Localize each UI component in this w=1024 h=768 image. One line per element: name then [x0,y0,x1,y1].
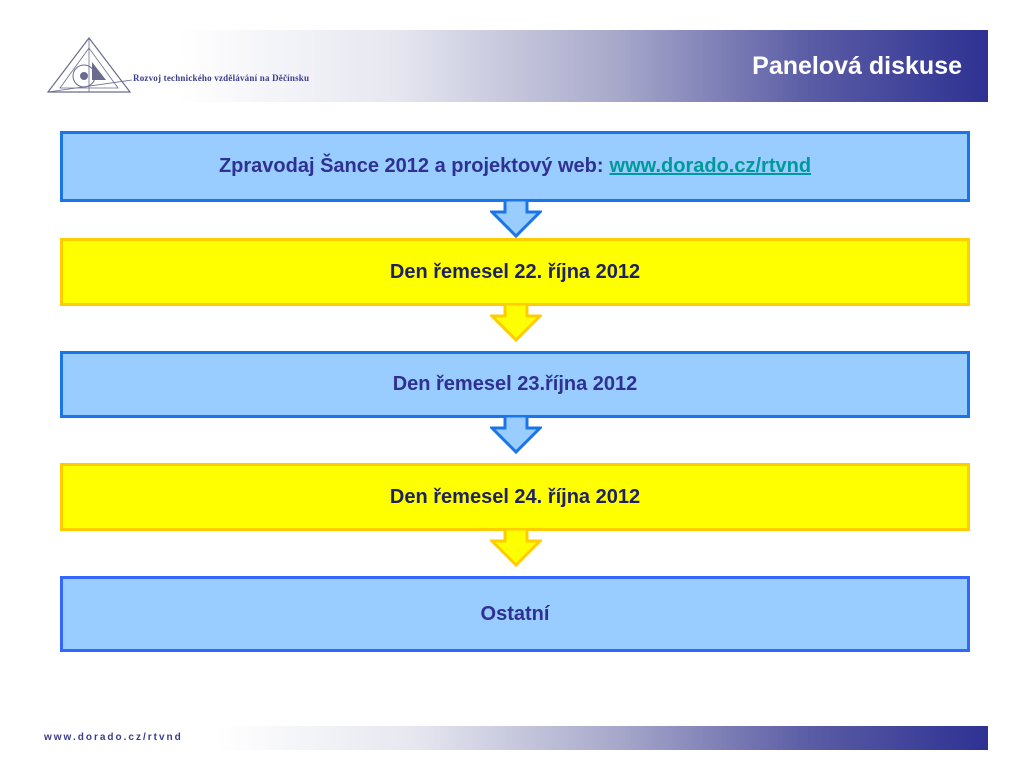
flow-box-day-24 [60,463,970,531]
organization-name: Rozvoj technického vzdělávání na Děčínsku [133,73,310,83]
down-arrow-icon [490,529,542,569]
flow-box-day-22 [60,238,970,306]
logo-icon [44,36,134,96]
slide-title: Panelová diskuse [752,52,962,80]
flow-box-label: Den řemesel 22. října 2012 [389,260,641,283]
down-arrow-icon [490,200,542,240]
project-web-link[interactable]: www.dorado.cz/rtvnd [609,155,812,177]
flow-box-newsletter [60,131,970,202]
flow-box-label: Den řemesel 23.října 2012 [392,373,638,395]
flow-box-other [60,576,970,652]
down-arrow-icon [490,304,542,344]
flow-box-label: Zpravodaj Šance 2012 a projektový web: [218,155,604,177]
footer-url: www.dorado.cz/rtvnd [44,732,183,743]
flow-box-day-23 [60,351,970,418]
flow-box-label: Ostatní [480,602,550,625]
down-arrow-icon [490,416,542,456]
flow-box-label: Den řemesel 24. října 2012 [389,485,641,508]
